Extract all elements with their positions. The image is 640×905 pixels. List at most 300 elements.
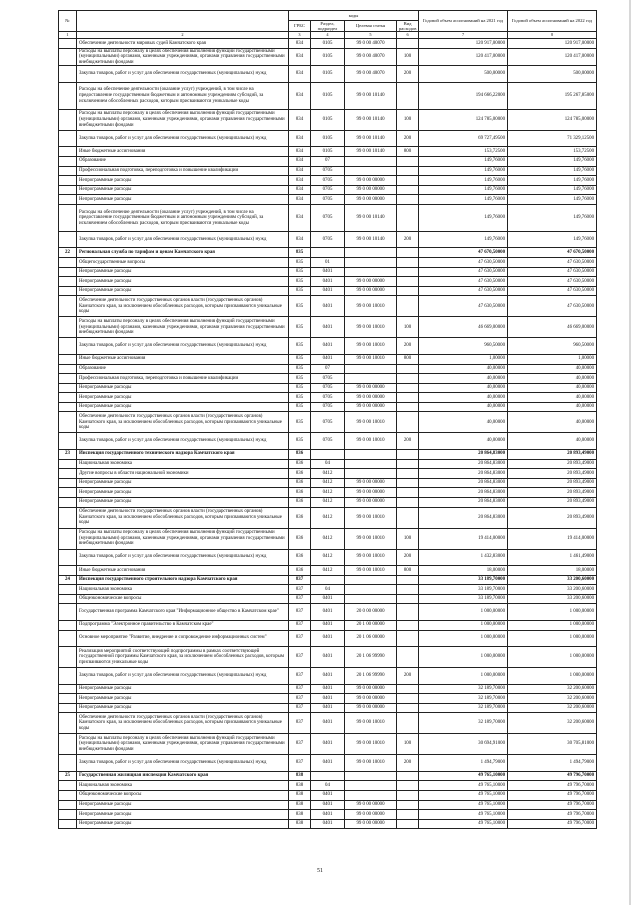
row-section: 0401: [311, 620, 345, 630]
row-section: 0401: [311, 800, 345, 810]
table-row: [59, 286, 597, 296]
row-section: 0401: [311, 755, 345, 772]
table-row: [59, 204, 597, 231]
table-row: [59, 647, 597, 668]
row-name: Закупка товаров, работ и услуг для обеспечения государственных (муниципальных) нужд: [77, 755, 289, 772]
row-exp-type: 200: [397, 433, 419, 450]
row-target: 99 0 00 10140: [345, 231, 397, 248]
row-amount-2022: 49 796,70000: [508, 819, 597, 829]
row-target: 99 0 00 10140: [345, 204, 397, 231]
row-exp-type: 200: [397, 130, 419, 147]
row-name: Закупка товаров, работ и услуг для обеспечения государственных (муниципальных) нужд: [77, 549, 289, 566]
table-row: [59, 528, 597, 549]
row-name: Непрограммные расходы: [77, 176, 289, 186]
row-name: Национальная экономика: [77, 781, 289, 791]
row-target: 99 0 00 00000: [345, 703, 397, 713]
row-grbs: 837: [289, 684, 311, 694]
row-exp-type: [397, 694, 419, 704]
row-target: [345, 771, 397, 781]
row-amount-2021: 47 630,50000: [419, 277, 508, 287]
row-exp-type: [397, 393, 419, 403]
row-amount-2022: 500,00000: [508, 66, 597, 83]
row-target: 20 1 00 00000: [345, 620, 397, 630]
row-section: 0705: [311, 433, 345, 450]
row-amount-2022: 19 414,00000: [508, 528, 597, 549]
row-grbs: 838: [289, 800, 311, 810]
row-name: Закупка товаров, работ и услуг для обеспечения государственных (муниципальных) нужд: [77, 433, 289, 450]
table-row: [59, 620, 597, 630]
row-amount-2022: 149,76000: [508, 185, 597, 195]
column-number: 7: [419, 32, 508, 39]
row-amount-2022: 40,00000: [508, 364, 597, 374]
row-number: [59, 594, 77, 604]
row-exp-type: [397, 771, 419, 781]
row-grbs: 837: [289, 620, 311, 630]
row-number: [59, 620, 77, 630]
row-number: [59, 694, 77, 704]
row-amount-2021: 47 670,50000: [419, 248, 508, 258]
row-amount-2022: 32 200,60000: [508, 694, 597, 704]
row-section: 0105: [311, 109, 345, 130]
budget-table: [58, 10, 597, 829]
row-target: 99 0 00 10140: [345, 130, 397, 147]
row-exp-type: 100: [397, 48, 419, 66]
row-target: 99 0 00 00000: [345, 393, 397, 403]
table-row: [59, 374, 597, 384]
row-section: [311, 771, 345, 781]
row-number: 23: [59, 449, 77, 459]
row-number: [59, 109, 77, 130]
row-grbs: 834: [289, 176, 311, 186]
table-row: [59, 771, 597, 781]
row-name: Непрограммные расходы: [77, 478, 289, 488]
row-number: [59, 267, 77, 277]
row-amount-2022: 40,00000: [508, 412, 597, 433]
row-name: Иные бюджетные ассигнования: [77, 354, 289, 364]
row-name: Закупка товаров, работ и услуг для обеспечения государственных (муниципальных) нужд: [77, 130, 289, 147]
row-target: [345, 449, 397, 459]
row-grbs: 837: [289, 575, 311, 585]
row-amount-2021: 124 785,00000: [419, 109, 508, 130]
table-row: [59, 317, 597, 338]
table-row: [59, 296, 597, 317]
table-row: [59, 703, 597, 713]
row-name: Подпрограмма "Электронное правительство в Камчатском крае": [77, 620, 289, 630]
row-grbs: 836: [289, 507, 311, 528]
row-name: Обеспечение деятельности государственных органов власти (государственных органов) Камчатского края, за исключением обособленных расходов, которым присваиваются уникальные коды: [77, 296, 289, 317]
table-row: [59, 800, 597, 810]
table-row: [59, 755, 597, 772]
row-grbs: 835: [289, 248, 311, 258]
row-exp-type: [397, 497, 419, 507]
table-row: [59, 497, 597, 507]
table-row: [59, 469, 597, 479]
row-number: [59, 185, 77, 195]
row-name: Расходы на обеспечение деятельности (оказание услуг) учреждений, в том числе на предоставление государственным бюджетным и автономным учреждениям субсидий, за исключением обособленных расходов, которым присваиваются уникальные коды: [77, 82, 289, 109]
row-amount-2021: 20 864,83000: [419, 497, 508, 507]
row-name: Непрограммные расходы: [77, 383, 289, 393]
row-amount-2021: 40,00000: [419, 374, 508, 384]
row-exp-type: [397, 790, 419, 800]
row-number: [59, 566, 77, 576]
row-amount-2021: 32 189,70000: [419, 713, 508, 734]
header-exp-type: Вид расходов: [397, 20, 419, 31]
row-name: Непрограммные расходы: [77, 286, 289, 296]
row-target: [345, 267, 397, 277]
row-number: [59, 338, 77, 355]
row-amount-2022: 124 785,00000: [508, 109, 597, 130]
row-grbs: 836: [289, 459, 311, 469]
table-row: [59, 354, 597, 364]
row-section: 04: [311, 781, 345, 791]
row-name: Непрограммные расходы: [77, 393, 289, 403]
row-number: [59, 497, 77, 507]
table-row: [59, 713, 597, 734]
row-amount-2021: 47 630,50000: [419, 258, 508, 268]
row-section: 0412: [311, 478, 345, 488]
row-exp-type: [397, 402, 419, 412]
row-target: 99 0 00 40070: [345, 39, 397, 49]
header-name: [77, 11, 289, 32]
table-row: [59, 231, 597, 248]
row-grbs: 835: [289, 338, 311, 355]
row-section: 0401: [311, 604, 345, 621]
row-section: 01: [311, 258, 345, 268]
row-grbs: 838: [289, 781, 311, 791]
row-number: [59, 684, 77, 694]
row-target: 99 0 00 10010: [345, 734, 397, 755]
row-amount-2022: 149,76000: [508, 195, 597, 205]
row-target: 99 0 00 00000: [345, 402, 397, 412]
row-section: 0105: [311, 66, 345, 83]
table-row: [59, 734, 597, 755]
row-amount-2021: 149,76000: [419, 185, 508, 195]
row-amount-2021: 32 189,70000: [419, 684, 508, 694]
row-target: 99 0 00 10010: [345, 338, 397, 355]
row-name: Расходы на выплаты персоналу в целях обеспечения выполнения функций государственными (муниципальными) органами, казенными учреждениями, органами управления государственными внебюджетными фондами: [77, 109, 289, 130]
row-name: Инспекция государственного строительного надзора Камчатского края: [77, 575, 289, 585]
row-number: [59, 469, 77, 479]
row-amount-2022: 32 200,60000: [508, 684, 597, 694]
row-amount-2021: 40,00000: [419, 393, 508, 403]
row-exp-type: [397, 703, 419, 713]
row-amount-2021: 20 864,83000: [419, 488, 508, 498]
table-row: [59, 383, 597, 393]
row-grbs: 837: [289, 630, 311, 647]
row-target: 99 0 00 00000: [345, 684, 397, 694]
row-number: [59, 459, 77, 469]
row-name: Государственная жилищная инспекция Камчатского края: [77, 771, 289, 781]
table-row: [59, 66, 597, 83]
row-target: 99 0 00 10010: [345, 296, 397, 317]
row-section: 04: [311, 585, 345, 595]
row-target: [345, 585, 397, 595]
row-amount-2021: 46 669,00000: [419, 317, 508, 338]
row-target: 99 0 00 40070: [345, 48, 397, 66]
row-name: Обеспечение деятельности государственных органов власти (государственных органов) Камчатского края, за исключением обособленных расходов, которым присваиваются уникальные коды: [77, 412, 289, 433]
row-amount-2021: 153,72500: [419, 147, 508, 157]
page-number: 51: [317, 868, 323, 874]
row-number: [59, 507, 77, 528]
row-name: Непрограммные расходы: [77, 800, 289, 810]
row-amount-2022: 49 796,70000: [508, 781, 597, 791]
row-target: 99 0 00 00000: [345, 810, 397, 820]
row-number: [59, 703, 77, 713]
table-row: [59, 459, 597, 469]
row-name: Общеэкономические вопросы: [77, 594, 289, 604]
row-exp-type: [397, 39, 419, 49]
row-section: 0401: [311, 286, 345, 296]
row-amount-2021: 40,00000: [419, 402, 508, 412]
row-section: 07: [311, 364, 345, 374]
row-section: 0401: [311, 734, 345, 755]
table-body: [59, 39, 597, 829]
row-name: Общеэкономические вопросы: [77, 790, 289, 800]
row-name: Непрограммные расходы: [77, 684, 289, 694]
row-exp-type: [397, 604, 419, 621]
row-number: [59, 393, 77, 403]
row-amount-2022: 1 000,00000: [508, 647, 597, 668]
row-amount-2022: 1,00000: [508, 354, 597, 364]
row-exp-type: [397, 647, 419, 668]
row-name: Непрограммные расходы: [77, 277, 289, 287]
table-row: [59, 402, 597, 412]
row-number: [59, 147, 77, 157]
table-row: [59, 185, 597, 195]
row-grbs: 837: [289, 668, 311, 685]
row-section: 0105: [311, 147, 345, 157]
row-amount-2022: 1 000,00000: [508, 630, 597, 647]
row-amount-2021: 20 864,83000: [419, 469, 508, 479]
row-section: 0401: [311, 790, 345, 800]
row-number: 25: [59, 771, 77, 781]
row-amount-2021: 33 189,70000: [419, 585, 508, 595]
header-target: Целевая статья: [345, 20, 397, 31]
row-number: [59, 156, 77, 166]
row-section: 0401: [311, 296, 345, 317]
row-target: [345, 374, 397, 384]
row-target: [345, 364, 397, 374]
row-grbs: 835: [289, 354, 311, 364]
row-number: [59, 734, 77, 755]
row-name: Расходы на выплаты персоналу в целях обеспечения выполнения функций государственными (муниципальными) органами, казенными учреждениями, органами управления государственными внебюджетными фондами: [77, 317, 289, 338]
row-exp-type: 800: [397, 354, 419, 364]
row-target: 99 0 00 00000: [345, 694, 397, 704]
row-name: Основное мероприятие "Развитие, внедрение и сопровождение информационных систем": [77, 630, 289, 647]
table-row: [59, 393, 597, 403]
row-amount-2021: 194 666,22000: [419, 82, 508, 109]
table-row: [59, 694, 597, 704]
header-grbs: ГРБС: [289, 20, 311, 31]
row-grbs: 836: [289, 549, 311, 566]
row-number: [59, 296, 77, 317]
row-grbs: 835: [289, 393, 311, 403]
row-section: [311, 575, 345, 585]
row-exp-type: [397, 383, 419, 393]
table-row: [59, 412, 597, 433]
row-amount-2022: 1 000,00000: [508, 604, 597, 621]
row-target: 99 0 00 00000: [345, 195, 397, 205]
row-amount-2021: 1 432,83000: [419, 549, 508, 566]
row-target: 99 0 00 00000: [345, 185, 397, 195]
row-amount-2022: 149,76000: [508, 156, 597, 166]
row-section: 0412: [311, 566, 345, 576]
column-number: 5: [345, 32, 397, 39]
row-amount-2022: 149,76000: [508, 166, 597, 176]
row-number: [59, 781, 77, 791]
row-name: Реализация мероприятий соответствующей подпрограммы в рамках соответствующей государственной программы Камчатского края, за исключением обособленных расходов, которым присваиваются уникальные коды: [77, 647, 289, 668]
row-amount-2022: 71 329,12500: [508, 130, 597, 147]
row-section: 0705: [311, 185, 345, 195]
row-grbs: 836: [289, 449, 311, 459]
row-amount-2022: 20 893,49000: [508, 497, 597, 507]
row-grbs: 837: [289, 694, 311, 704]
row-target: 99 0 00 10010: [345, 528, 397, 549]
row-section: 0705: [311, 204, 345, 231]
column-number: 1: [59, 32, 77, 39]
row-name: Расходы на выплаты персоналу в целях обеспечения выполнения функций государственными (муниципальными) органами, казенными учреждениями, органами управления государственными внебюджетными фондами: [77, 734, 289, 755]
table-row: [59, 364, 597, 374]
row-number: [59, 585, 77, 595]
row-number: [59, 48, 77, 66]
row-section: 0412: [311, 469, 345, 479]
row-amount-2022: 149,76000: [508, 176, 597, 186]
row-section: 07: [311, 156, 345, 166]
row-number: [59, 713, 77, 734]
row-section: 0705: [311, 195, 345, 205]
table-row: [59, 433, 597, 450]
row-grbs: 834: [289, 147, 311, 157]
row-name: Иные бюджетные ассигнования: [77, 147, 289, 157]
column-number: 3: [289, 32, 311, 39]
row-amount-2021: 49 765,10000: [419, 790, 508, 800]
row-grbs: 837: [289, 734, 311, 755]
row-grbs: 836: [289, 469, 311, 479]
row-amount-2021: 120 917,00000: [419, 39, 508, 49]
row-amount-2021: 1 000,00000: [419, 604, 508, 621]
row-grbs: 837: [289, 647, 311, 668]
row-grbs: 838: [289, 771, 311, 781]
row-exp-type: [397, 166, 419, 176]
row-name: Закупка товаров, работ и услуг для обеспечения государственных (муниципальных) нужд: [77, 338, 289, 355]
row-target: 20 1 06 99990: [345, 668, 397, 685]
row-section: 0105: [311, 48, 345, 66]
table-row: [59, 478, 597, 488]
row-number: [59, 433, 77, 450]
row-name: Обеспечение деятельности государственных органов власти (государственных органов) Камчатского края, за исключением обособленных расходов, которым присваиваются уникальные коды: [77, 713, 289, 734]
row-exp-type: [397, 277, 419, 287]
row-amount-2022: 49 796,70000: [508, 771, 597, 781]
table-row: [59, 166, 597, 176]
row-section: 0401: [311, 647, 345, 668]
row-exp-type: [397, 594, 419, 604]
row-amount-2022: 47 630,50000: [508, 277, 597, 287]
row-number: [59, 258, 77, 268]
row-grbs: 835: [289, 364, 311, 374]
row-section: 0105: [311, 39, 345, 49]
row-amount-2022: 960,50000: [508, 338, 597, 355]
table-row: [59, 82, 597, 109]
row-target: 99 0 00 00000: [345, 488, 397, 498]
row-number: [59, 810, 77, 820]
row-number: [59, 647, 77, 668]
row-section: 0401: [311, 317, 345, 338]
row-number: [59, 82, 77, 109]
row-grbs: 834: [289, 195, 311, 205]
row-amount-2022: 30 705,81000: [508, 734, 597, 755]
row-grbs: 838: [289, 790, 311, 800]
row-name: Непрограммные расходы: [77, 195, 289, 205]
row-target: 99 0 00 40070: [345, 66, 397, 83]
row-target: 99 0 00 10010: [345, 755, 397, 772]
row-grbs: 836: [289, 528, 311, 549]
row-amount-2022: 20 893,49000: [508, 478, 597, 488]
row-amount-2022: 1 000,00000: [508, 620, 597, 630]
row-section: 0412: [311, 507, 345, 528]
row-exp-type: [397, 286, 419, 296]
row-amount-2022: 33 200,60000: [508, 585, 597, 595]
table-row: [59, 39, 597, 49]
column-numbers-row: [59, 32, 597, 39]
row-exp-type: [397, 684, 419, 694]
row-name: Образование: [77, 364, 289, 374]
row-amount-2022: 1 494,79000: [508, 755, 597, 772]
row-amount-2021: 49 765,10000: [419, 800, 508, 810]
row-target: 99 0 00 00000: [345, 383, 397, 393]
row-section: 0705: [311, 374, 345, 384]
row-exp-type: [397, 364, 419, 374]
row-section: [311, 248, 345, 258]
row-number: [59, 790, 77, 800]
row-section: 0705: [311, 176, 345, 186]
row-target: [345, 790, 397, 800]
table-row: [59, 277, 597, 287]
row-exp-type: [397, 459, 419, 469]
row-exp-type: [397, 819, 419, 829]
row-number: 22: [59, 248, 77, 258]
row-target: [345, 166, 397, 176]
row-amount-2022: 40,00000: [508, 402, 597, 412]
row-amount-2022: 40,00000: [508, 383, 597, 393]
table-row: [59, 819, 597, 829]
row-number: [59, 819, 77, 829]
row-grbs: 834: [289, 109, 311, 130]
row-target: 99 0 00 00000: [345, 800, 397, 810]
row-target: 99 0 00 00000: [345, 176, 397, 186]
row-target: 99 0 00 00000: [345, 819, 397, 829]
row-target: 20 0 00 00000: [345, 604, 397, 621]
row-section: 0401: [311, 703, 345, 713]
row-amount-2021: 32 189,70000: [419, 694, 508, 704]
row-exp-type: [397, 176, 419, 186]
row-name: Расходы на выплаты персоналу в целях обеспечения выполнения функций государственными (муниципальными) органами, казенными учреждениями, органами управления государственными внебюджетными фондами: [77, 48, 289, 66]
row-amount-2021: 1 494,79000: [419, 755, 508, 772]
row-number: [59, 604, 77, 621]
row-name: Общегосударственные вопросы: [77, 258, 289, 268]
row-name: Непрограммные расходы: [77, 497, 289, 507]
row-name: Образование: [77, 156, 289, 166]
row-name: Иные бюджетные ассигнования: [77, 566, 289, 576]
row-grbs: 835: [289, 286, 311, 296]
row-amount-2022: 32 200,60000: [508, 703, 597, 713]
row-number: [59, 277, 77, 287]
row-grbs: 834: [289, 130, 311, 147]
row-amount-2022: 33 200,60000: [508, 575, 597, 585]
row-amount-2021: 1 000,00000: [419, 668, 508, 685]
row-amount-2021: 149,76000: [419, 176, 508, 186]
table-row: [59, 668, 597, 685]
row-amount-2021: 40,00000: [419, 383, 508, 393]
